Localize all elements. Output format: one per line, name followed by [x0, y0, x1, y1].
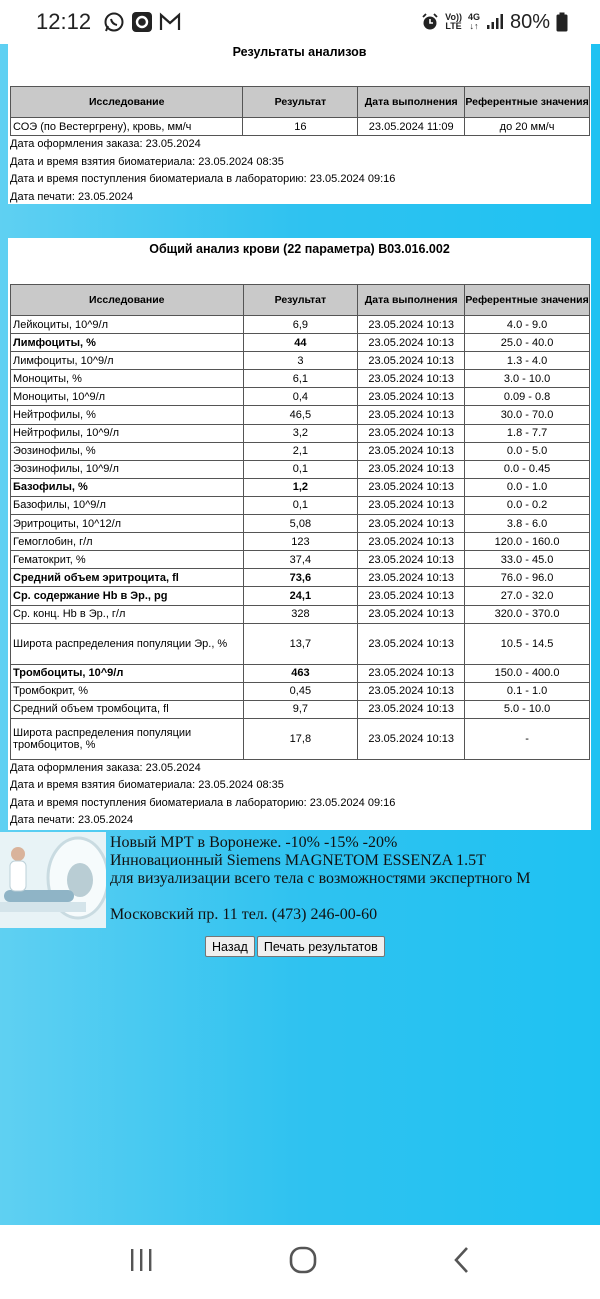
table-row	[11, 478, 590, 496]
header-study: Исследование	[11, 87, 243, 118]
results-table	[10, 86, 590, 136]
signal-icon	[486, 14, 504, 30]
study-name: Нейтрофилы, 10^9/л	[11, 424, 244, 442]
study-reference: 10.5 - 14.5	[465, 623, 590, 664]
study-name: Гемоглобин, г/л	[11, 533, 244, 551]
study-date: 23.05.2024 10:13	[358, 515, 465, 533]
header-result: Результат	[243, 87, 358, 118]
results-table	[10, 284, 590, 760]
table-row	[11, 388, 590, 406]
table-row	[11, 496, 590, 514]
study-reference: -	[465, 718, 590, 759]
promo-line-2: Инновационный Siemens MAGNETOM ESSENZA 1.5T	[110, 852, 486, 869]
study-result: 0,1	[243, 460, 358, 478]
study-reference: 4.0 - 9.0	[465, 316, 590, 334]
table-row	[11, 442, 590, 460]
study-name: Лимфоциты, 10^9/л	[11, 352, 244, 370]
study-result: 123	[243, 533, 358, 551]
study-reference: 0.1 - 1.0	[465, 682, 590, 700]
print-results-button[interactable]: Печать результатов	[257, 936, 385, 957]
study-date: 23.05.2024 10:13	[358, 442, 465, 460]
table-row	[11, 406, 590, 424]
study-name: Нейтрофилы, %	[11, 406, 244, 424]
promo-line-3: для визуализации всего тела с возможностями экспертного М	[110, 870, 531, 887]
study-date: 23.05.2024 10:13	[358, 664, 465, 682]
table-row	[11, 664, 590, 682]
study-result: 73,6	[243, 569, 358, 587]
study-name: Средний объем эритроцита, fl	[11, 569, 244, 587]
study-name: Моноциты, %	[11, 370, 244, 388]
study-date: 23.05.2024 10:13	[358, 682, 465, 700]
results-panel-esr	[8, 44, 591, 204]
study-reference: 0.0 - 0.45	[465, 460, 590, 478]
back-nav-icon[interactable]	[452, 1246, 472, 1279]
study-name: Ср. конц. Hb в Эр., г/л	[11, 605, 244, 623]
study-reference: 1.3 - 4.0	[465, 352, 590, 370]
study-date: 23.05.2024 10:13	[358, 496, 465, 514]
study-date: 23.05.2024 10:13	[358, 460, 465, 478]
study-reference: 25.0 - 40.0	[465, 334, 590, 352]
order-meta	[10, 760, 591, 830]
study-reference: 120.0 - 160.0	[465, 533, 590, 551]
system-nav-bar	[0, 1225, 600, 1299]
study-date: 23.05.2024 10:13	[358, 388, 465, 406]
study-date: 23.05.2024 10:13	[358, 424, 465, 442]
study-date: 23.05.2024 10:13	[358, 587, 465, 605]
study-reference: 27.0 - 32.0	[465, 587, 590, 605]
study-name: Эозинофилы, 10^9/л	[11, 460, 244, 478]
study-name: СОЭ (по Вестергрену), кровь, мм/ч	[11, 118, 243, 136]
table-row	[11, 682, 590, 700]
panel-title: Общий анализ крови (22 параметра) B03.016.002	[149, 242, 450, 256]
study-result: 6,1	[243, 370, 358, 388]
table-row	[11, 718, 590, 759]
study-date: 23.05.2024 10:13	[358, 569, 465, 587]
study-reference: 1.8 - 7.7	[465, 424, 590, 442]
study-reference: 0.0 - 1.0	[465, 478, 590, 496]
back-button[interactable]: Назад	[205, 936, 255, 957]
study-reference: 3.8 - 6.0	[465, 515, 590, 533]
study-reference: 320.0 - 370.0	[465, 605, 590, 623]
study-result: 3,2	[243, 424, 358, 442]
study-reference: до 20 мм/ч	[465, 118, 590, 136]
promo-text[interactable]	[110, 834, 531, 924]
study-name: Базофилы, %	[11, 478, 244, 496]
action-buttons	[205, 936, 385, 957]
order-meta	[10, 136, 591, 206]
study-reference: 30.0 - 70.0	[465, 406, 590, 424]
table-row	[11, 352, 590, 370]
study-date: 23.05.2024 10:13	[358, 623, 465, 664]
header-reference: Референтные значения	[465, 87, 590, 118]
study-name: Средний объем тромбоцита, fl	[11, 700, 244, 718]
study-date: 23.05.2024 10:13	[358, 700, 465, 718]
table-row	[11, 334, 590, 352]
study-name: Эозинофилы, %	[11, 442, 244, 460]
network-type: 4G ↓↑	[467, 12, 480, 31]
study-result: 37,4	[243, 551, 358, 569]
study-name: Тромбоциты, 10^9/л	[11, 664, 244, 682]
study-result: 13,7	[243, 623, 358, 664]
battery-icon	[556, 12, 568, 32]
study-date: 23.05.2024 10:13	[358, 551, 465, 569]
gmail-icon	[159, 12, 181, 32]
table-row	[11, 700, 590, 718]
study-name: Эритроциты, 10^12/л	[11, 515, 244, 533]
study-result: 328	[243, 605, 358, 623]
study-result: 44	[243, 334, 358, 352]
sample-taken: Дата и время взятия биоматериала: 23.05.2024 08:35	[10, 779, 284, 792]
study-date: 23.05.2024 10:13	[358, 352, 465, 370]
study-result: 2,1	[243, 442, 358, 460]
table-row	[11, 587, 590, 605]
study-name: Ср. содержание Hb в Эр., pg	[11, 587, 244, 605]
study-reference: 76.0 - 96.0	[465, 569, 590, 587]
print-date: Дата печати: 23.05.2024	[10, 190, 134, 203]
study-date: 23.05.2024 10:13	[358, 533, 465, 551]
study-result: 5,08	[243, 515, 358, 533]
study-name: Тромбокрит, %	[11, 682, 244, 700]
study-reference: 0.09 - 0.8	[465, 388, 590, 406]
battery-percent: 80%	[509, 10, 550, 33]
sample-received: Дата и время поступления биоматериала в лабораторию: 23.05.2024 09:16	[10, 173, 396, 186]
table-row	[11, 424, 590, 442]
study-result: 463	[243, 664, 358, 682]
table-row	[11, 533, 590, 551]
promo-banner[interactable]	[0, 830, 600, 930]
study-date: 23.05.2024 10:13	[358, 718, 465, 759]
table-row	[11, 605, 590, 623]
study-result: 3	[243, 352, 358, 370]
print-date: Дата печати: 23.05.2024	[10, 814, 134, 827]
alarm-icon	[421, 13, 439, 31]
study-reference: 150.0 - 400.0	[465, 664, 590, 682]
header-result: Результат	[243, 285, 358, 316]
status-bar	[0, 0, 600, 44]
header-date: Дата выполнения	[358, 285, 465, 316]
study-name: Гематокрит, %	[11, 551, 244, 569]
study-result: 0,1	[243, 496, 358, 514]
chat-app-icon	[131, 11, 153, 33]
study-reference: 5.0 - 10.0	[465, 700, 590, 718]
sample-taken: Дата и время взятия биоматериала: 23.05.2024 08:35	[10, 155, 284, 168]
study-date: 23.05.2024 10:13	[358, 316, 465, 334]
clock: 12:12	[36, 9, 92, 34]
study-result: 6,9	[243, 316, 358, 334]
study-result: 0,45	[243, 682, 358, 700]
order-date: Дата оформления заказа: 23.05.2024	[10, 138, 201, 151]
study-result: 1,2	[243, 478, 358, 496]
promo-line-1: Новый МРТ в Воронеже. -10% -15% -20%	[110, 834, 398, 851]
study-date: 23.05.2024 11:09	[358, 118, 465, 136]
results-panel-cbc	[8, 238, 591, 830]
study-name: Лейкоциты, 10^9/л	[11, 316, 244, 334]
table-row	[11, 370, 590, 388]
whatsapp-icon	[103, 11, 125, 33]
table-row	[11, 569, 590, 587]
header-date: Дата выполнения	[358, 87, 465, 118]
sample-received: Дата и время поступления биоматериала в лабораторию: 23.05.2024 09:16	[10, 796, 396, 809]
recent-apps-icon[interactable]	[128, 1247, 154, 1278]
table-row	[11, 316, 590, 334]
study-reference: 3.0 - 10.0	[465, 370, 590, 388]
study-result: 46,5	[243, 406, 358, 424]
study-name: Широта распределения популяции тромбоцитов, %	[11, 718, 244, 759]
study-result: 9,7	[243, 700, 358, 718]
order-date: Дата оформления заказа: 23.05.2024	[10, 761, 201, 774]
volte-indicator: Vo)) LTE	[445, 12, 462, 31]
study-date: 23.05.2024 10:13	[358, 478, 465, 496]
study-reference: 33.0 - 45.0	[465, 551, 590, 569]
table-row	[11, 551, 590, 569]
study-date: 23.05.2024 10:13	[358, 605, 465, 623]
study-reference: 0.0 - 0.2	[465, 496, 590, 514]
study-result: 17,8	[243, 718, 358, 759]
study-date: 23.05.2024 10:13	[358, 406, 465, 424]
table-row	[11, 623, 590, 664]
study-date: 23.05.2024 10:13	[358, 370, 465, 388]
study-result: 0,4	[243, 388, 358, 406]
mri-photo[interactable]	[0, 832, 106, 928]
study-name: Моноциты, 10^9/л	[11, 388, 244, 406]
study-result: 16	[243, 118, 358, 136]
header-study: Исследование	[11, 285, 244, 316]
table-row	[11, 515, 590, 533]
home-icon[interactable]	[289, 1246, 317, 1279]
study-date: 23.05.2024 10:13	[358, 334, 465, 352]
study-result: 24,1	[243, 587, 358, 605]
study-reference: 0.0 - 5.0	[465, 442, 590, 460]
study-name: Лимфоциты, %	[11, 334, 244, 352]
table-row	[11, 118, 590, 136]
table-row	[11, 460, 590, 478]
study-name: Базофилы, 10^9/л	[11, 496, 244, 514]
panel-title: Результаты анализов	[232, 45, 367, 59]
header-reference: Референтные значения	[465, 285, 590, 316]
study-name: Широта распределения популяции Эр., %	[11, 623, 244, 664]
promo-line-4: Московский пр. 11 тел. (473) 246-00-60	[110, 906, 378, 923]
